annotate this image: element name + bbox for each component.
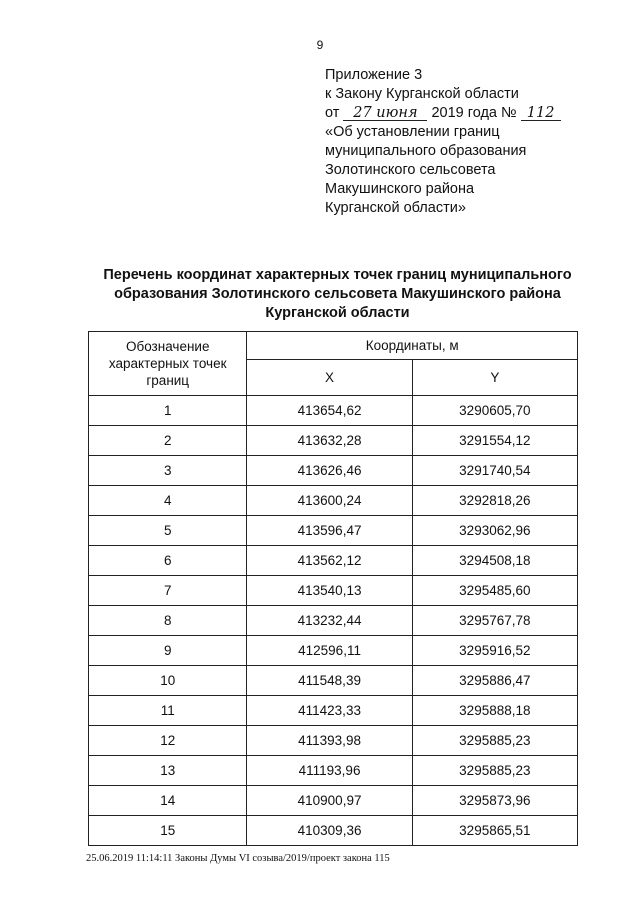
title-line: Курганской области — [265, 305, 410, 321]
table-row — [89, 816, 578, 846]
x-coordinate-cell: 413632,28 — [247, 426, 412, 456]
x-coordinate-cell: 411393,98 — [247, 726, 412, 756]
footer-stamp: 25.06.2019 11:14:11 Законы Думы VI созыва/2019/проект закона 115 — [86, 853, 390, 864]
x-coordinate-cell: 413540,13 — [247, 576, 412, 606]
table-row — [89, 516, 578, 546]
point-number-cell: 12 — [89, 726, 247, 756]
x-coordinate-cell: 413600,24 — [247, 486, 412, 516]
point-number-cell: 2 — [89, 426, 247, 456]
header-y: Y — [412, 360, 577, 396]
x-coordinate-cell: 413626,46 — [247, 456, 412, 486]
y-coordinate-cell: 3290605,70 — [412, 396, 577, 426]
y-coordinate-cell: 3295888,18 — [412, 696, 577, 726]
year-label: 2019 года № — [431, 105, 517, 121]
point-number-cell: 9 — [89, 636, 247, 666]
handwritten-number: 112 — [521, 106, 561, 121]
table-row — [89, 666, 578, 696]
title-line: Перечень координат характерных точек границ муниципального — [103, 267, 572, 283]
y-coordinate-cell: 3295485,60 — [412, 576, 577, 606]
y-coordinate-cell: 3291554,12 — [412, 426, 577, 456]
point-number-cell: 15 — [89, 816, 247, 846]
point-number-cell: 11 — [89, 696, 247, 726]
y-coordinate-cell: 3295886,47 — [412, 666, 577, 696]
point-number-cell: 6 — [89, 546, 247, 576]
y-coordinate-cell: 3295885,23 — [412, 756, 577, 786]
point-number-cell: 13 — [89, 756, 247, 786]
y-coordinate-cell: 3292818,26 — [412, 486, 577, 516]
coordinates-table — [88, 331, 578, 846]
appendix-line: Курганской области» — [325, 200, 466, 216]
table-row — [89, 636, 578, 666]
table-row — [89, 486, 578, 516]
page-number: 9 — [316, 38, 324, 52]
table-row — [89, 696, 578, 726]
table-row — [89, 606, 578, 636]
point-number-cell: 3 — [89, 456, 247, 486]
appendix-line: муниципального образования — [325, 143, 527, 159]
appendix-line: «Об установлении границ — [325, 124, 500, 140]
x-coordinate-cell: 413562,12 — [247, 546, 412, 576]
x-coordinate-cell: 413232,44 — [247, 606, 412, 636]
handwritten-date: 27 июня — [343, 106, 427, 121]
y-coordinate-cell: 3295873,96 — [412, 786, 577, 816]
appendix-header — [325, 66, 561, 218]
point-number-cell: 8 — [89, 606, 247, 636]
x-coordinate-cell: 413596,47 — [247, 516, 412, 546]
appendix-date-line — [325, 104, 561, 123]
document-title — [60, 266, 615, 323]
table-row — [89, 786, 578, 816]
y-coordinate-cell: 3295865,51 — [412, 816, 577, 846]
point-number-cell: 14 — [89, 786, 247, 816]
y-coordinate-cell: 3294508,18 — [412, 546, 577, 576]
title-line: образования Золотинского сельсовета Макушинского района — [114, 286, 561, 302]
point-number-cell: 7 — [89, 576, 247, 606]
table-row — [89, 576, 578, 606]
x-coordinate-cell: 411423,33 — [247, 696, 412, 726]
point-number-cell: 10 — [89, 666, 247, 696]
header-coordinates: Координаты, м — [247, 332, 578, 360]
header-point-designation: Обозначение характерных точек границ — [89, 332, 247, 396]
y-coordinate-cell: 3295767,78 — [412, 606, 577, 636]
appendix-line: Приложение 3 — [325, 67, 423, 83]
appendix-line: к Закону Курганской области — [325, 86, 519, 102]
table-row — [89, 426, 578, 456]
table-row — [89, 726, 578, 756]
appendix-line: Макушинского района — [325, 181, 475, 197]
x-coordinate-cell: 412596,11 — [247, 636, 412, 666]
point-number-cell: 4 — [89, 486, 247, 516]
y-coordinate-cell: 3295885,23 — [412, 726, 577, 756]
y-coordinate-cell: 3295916,52 — [412, 636, 577, 666]
table-row — [89, 456, 578, 486]
header-x: X — [247, 360, 412, 396]
appendix-line: Золотинского сельсовета — [325, 162, 496, 178]
x-coordinate-cell: 411548,39 — [247, 666, 412, 696]
x-coordinate-cell: 410309,36 — [247, 816, 412, 846]
table-row — [89, 756, 578, 786]
from-label: от — [325, 105, 340, 121]
x-coordinate-cell: 411193,96 — [247, 756, 412, 786]
y-coordinate-cell: 3293062,96 — [412, 516, 577, 546]
y-coordinate-cell: 3291740,54 — [412, 456, 577, 486]
table-row — [89, 396, 578, 426]
table-row — [89, 546, 578, 576]
x-coordinate-cell: 413654,62 — [247, 396, 412, 426]
x-coordinate-cell: 410900,97 — [247, 786, 412, 816]
point-number-cell: 5 — [89, 516, 247, 546]
point-number-cell: 1 — [89, 396, 247, 426]
